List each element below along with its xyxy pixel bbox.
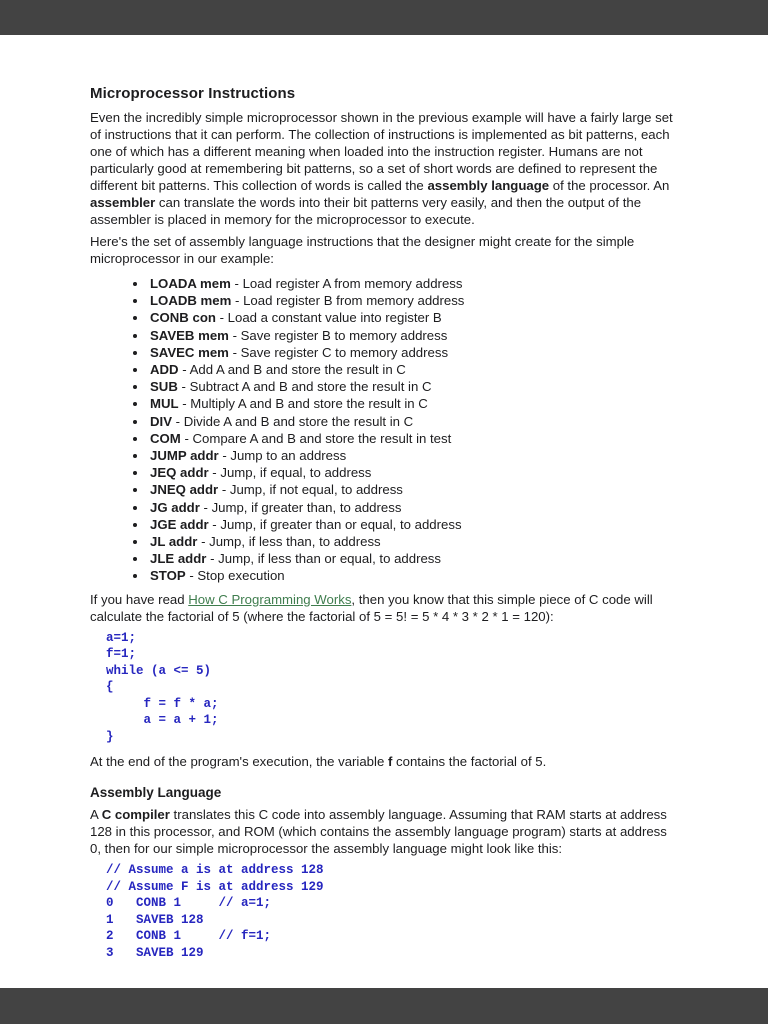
instruction-term: JLE addr bbox=[150, 551, 207, 567]
instruction-desc: - Jump, if not equal, to address bbox=[218, 482, 403, 498]
document-page bbox=[0, 35, 768, 988]
instruction-desc: - Compare A and B and store the result in test bbox=[180, 430, 452, 446]
instruction-desc: - Jump to an address bbox=[218, 448, 347, 464]
c-code-block bbox=[106, 630, 680, 746]
viewer-bottom-bar bbox=[0, 988, 768, 1024]
code-line: a = a + 1; bbox=[106, 713, 219, 728]
instruction-term: JG addr bbox=[150, 499, 200, 515]
viewer-top-bar bbox=[0, 0, 768, 35]
instruction-term: DIV bbox=[150, 413, 172, 429]
text-segment: translates this C code into assembly language. Assuming that RAM starts at address 128 in this processor, and ROM (which contains the assembly language program) starts at address 0, then for our simple microprocessor the assembly language might look like this: bbox=[90, 807, 667, 857]
text-segment: assembly language bbox=[427, 178, 550, 193]
instruction-desc: - Stop execution bbox=[185, 568, 285, 584]
instruction-item bbox=[148, 344, 680, 361]
instruction-item bbox=[148, 550, 680, 567]
text-segment: A bbox=[90, 807, 102, 823]
doc-title: Microprocessor Instructions bbox=[90, 85, 296, 102]
instruction-desc: - Multiply A and B and store the result in C bbox=[178, 396, 428, 412]
instruction-desc: - Subtract A and B and store the result in C bbox=[177, 379, 432, 395]
instruction-term: LOADB mem bbox=[150, 293, 232, 309]
intro-paragraph bbox=[90, 109, 680, 228]
instruction-item bbox=[148, 533, 680, 550]
instruction-desc: - Load register A from memory address bbox=[230, 276, 463, 291]
how-c-programming-works-link[interactable]: How C Programming Works bbox=[188, 591, 352, 607]
code-line: 1 SAVEB 128 bbox=[106, 912, 204, 927]
text-segment: f bbox=[387, 754, 393, 770]
instruction-desc: - Load a constant value into register B bbox=[215, 310, 442, 326]
list-intro-paragraph: Here's the set of assembly language instructions that the designer might create for the simple microprocessor in our example: bbox=[90, 234, 635, 266]
c-code-paragraph bbox=[90, 591, 680, 625]
instruction-item bbox=[148, 464, 680, 481]
instruction-item bbox=[148, 481, 680, 498]
text-segment: of the processor. An bbox=[549, 178, 670, 193]
instruction-desc: - Load register B from memory address bbox=[231, 293, 465, 309]
code-line: while (a <= 5) bbox=[106, 663, 212, 678]
instruction-desc: - Jump, if greater than, to address bbox=[199, 499, 402, 515]
instruction-item bbox=[148, 361, 680, 378]
instruction-item bbox=[148, 567, 680, 584]
text-segment: If you have read bbox=[90, 591, 189, 607]
code-line: 2 CONB 1 // f=1; bbox=[106, 929, 272, 944]
code-line: } bbox=[106, 729, 114, 744]
instruction-desc: - Save register C to memory address bbox=[228, 344, 449, 360]
instruction-item bbox=[148, 447, 680, 464]
instruction-term: STOP bbox=[150, 568, 186, 584]
instruction-term: MUL bbox=[150, 396, 179, 412]
instruction-term: CONB con bbox=[150, 310, 216, 326]
instruction-term: JEQ addr bbox=[150, 465, 209, 481]
text-segment: can translate the words into their bit patterns very easily, and then the output of the assembler is placed in memory for the microprocessor to execute. bbox=[90, 195, 642, 227]
instruction-desc: - Divide A and B and store the result in C bbox=[171, 413, 414, 429]
instruction-item bbox=[148, 292, 680, 309]
instruction-term: JNEQ addr bbox=[150, 482, 219, 498]
instruction-item bbox=[148, 395, 680, 412]
assembly-language-heading: Assembly Language bbox=[90, 785, 222, 801]
text-segment: contains the factorial of 5. bbox=[392, 754, 547, 770]
instruction-term: JGE addr bbox=[150, 516, 209, 532]
instruction-item bbox=[148, 499, 680, 516]
instruction-desc: - Jump, if equal, to address bbox=[208, 465, 372, 481]
instruction-term: ADD bbox=[150, 362, 179, 378]
instruction-item bbox=[148, 413, 680, 430]
instruction-term: JUMP addr bbox=[150, 448, 219, 464]
code-line: f = f * a; bbox=[106, 696, 219, 711]
text-segment: C compiler bbox=[101, 807, 170, 823]
text-segment: assembler bbox=[90, 195, 156, 210]
instruction-desc: - Add A and B and store the result in C bbox=[178, 362, 406, 378]
instruction-term: COM bbox=[150, 430, 181, 446]
text-segment: Even the incredibly simple microprocessor shown in the previous example will have a fairly large set of instructions that it can perform. The collection of instructions is implemented as bit patterns, each one of which has a different meaning when loaded into the instruction register. Humans are not particularly good at remembering bit patterns, so a set of short words are defined to represent the different bit patterns. This collection of words is called the bbox=[90, 110, 673, 193]
code-line: 0 CONB 1 // a=1; bbox=[106, 896, 272, 911]
instruction-term: SAVEC mem bbox=[150, 344, 229, 360]
instruction-desc: - Save register B to memory address bbox=[228, 327, 448, 343]
code-line: 3 SAVEB 129 bbox=[106, 945, 204, 960]
assembly-paragraph bbox=[90, 806, 680, 857]
instruction-term: JL addr bbox=[150, 534, 198, 550]
instruction-item bbox=[148, 309, 680, 326]
instruction-term: SUB bbox=[150, 379, 178, 395]
assembly-code-block bbox=[106, 862, 680, 961]
code-line: { bbox=[106, 680, 114, 695]
code-line: // Assume a is at address 128 bbox=[106, 863, 324, 878]
instruction-item bbox=[148, 275, 680, 292]
instruction-list bbox=[90, 275, 680, 585]
instruction-desc: - Jump, if less than or equal, to address bbox=[206, 551, 441, 567]
text-segment: , then you know that this simple piece of C code will calculate the factorial of 5 (where the factorial of 5 = 5! = 5 * 4 * 3 * 2 * 1 = 120): bbox=[90, 591, 653, 624]
instruction-item bbox=[148, 378, 680, 395]
code-line: f=1; bbox=[106, 647, 137, 662]
instruction-item bbox=[148, 327, 680, 344]
code-line: a=1; bbox=[106, 630, 137, 645]
instruction-item bbox=[148, 516, 680, 533]
instruction-desc: - Jump, if greater than or equal, to address bbox=[208, 516, 462, 532]
after-code-paragraph bbox=[90, 753, 680, 770]
code-line: // Assume F is at address 129 bbox=[106, 879, 324, 894]
instruction-term: LOADA mem bbox=[150, 276, 231, 291]
text-segment: At the end of the program's execution, the variable bbox=[90, 754, 388, 770]
instruction-item bbox=[148, 430, 680, 447]
instruction-desc: - Jump, if less than, to address bbox=[197, 534, 381, 550]
instruction-term: SAVEB mem bbox=[150, 327, 229, 343]
